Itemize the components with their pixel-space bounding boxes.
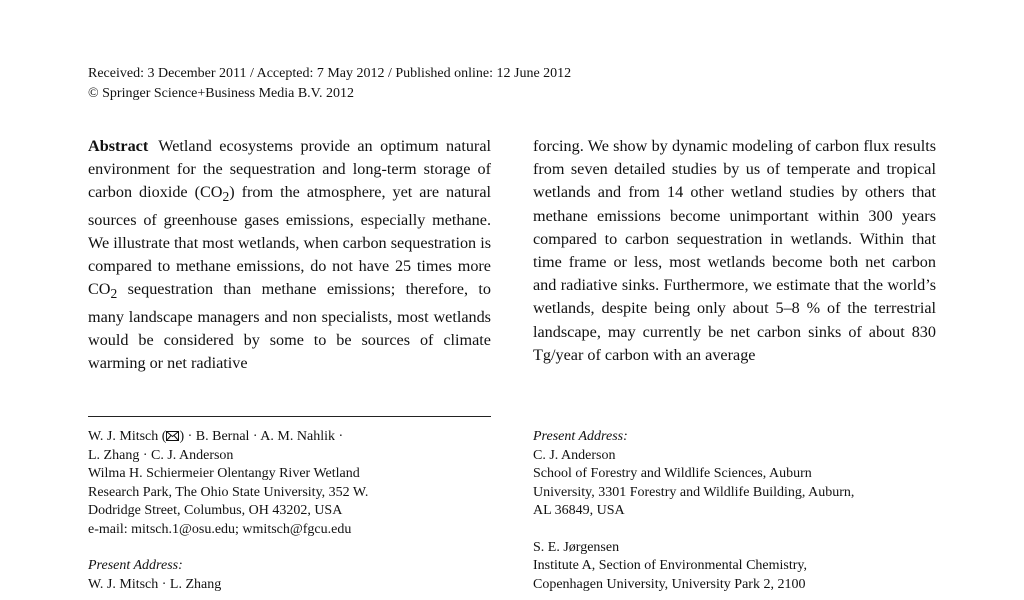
abstract-column-left <box>88 135 491 376</box>
present-addresses <box>533 428 953 594</box>
present-address-name: C. J. Anderson <box>533 447 616 463</box>
abstract-column-right <box>533 135 936 367</box>
institution-line: Dodridge Street, Columbus, OH 43202, USA <box>88 503 343 518</box>
article-metadata <box>88 64 571 104</box>
author-list-line1 <box>88 428 508 447</box>
envelope-icon[interactable] <box>166 431 179 441</box>
article-dates: Received: 3 December 2011 / Accepted: 7 May 2012 / Published online: 12 June 2012 <box>88 66 572 81</box>
author-names-text: ) · B. Bernal · A. M. Nahlik · <box>179 429 344 444</box>
co2-subscript: 2 <box>222 189 230 205</box>
institution-line: Institute A, Section of Environmental Chemistry, <box>533 558 807 573</box>
copyright-notice: © Springer Science+Business Media B.V. 2012 <box>88 86 354 101</box>
author-email[interactable]: e-mail: mitsch.1@osu.edu; wmitsch@fgcu.edu <box>88 521 352 537</box>
present-address-name: S. E. Jørgensen <box>533 539 620 555</box>
author-affiliations <box>88 428 508 594</box>
author-name-text: W. J. Mitsch ( <box>88 429 167 444</box>
abstract-text-part3: sequestration than methane emissions; therefore, to many landscape managers and non specialists, most wetlands would be considered by some to be sources of climate warming or net radiative <box>88 280 491 373</box>
author-list-line2: L. Zhang · C. J. Anderson <box>88 447 234 463</box>
institution-line: Research Park, The Ohio State University, 352 W. <box>88 484 369 500</box>
institution-line: Copenhagen University, University Park 2, 2100 <box>533 576 806 592</box>
institution-line: Wilma H. Schiermeier Olentangy River Wetland <box>88 466 360 481</box>
institution-line: School of Forestry and Wildlife Sciences, Auburn <box>533 466 812 481</box>
abstract-label: Abstract <box>88 137 149 155</box>
abstract-text-part2: ) from the atmosphere, yet are natural sources of greenhouse gases emissions, especially methane. We illustrate that most wetlands, when carbon sequestration is compared to methane emissions, do not have 25 times more CO <box>88 183 491 299</box>
institution-line: AL 36849, USA <box>533 503 625 518</box>
present-address-label: Present Address: <box>88 558 183 573</box>
footnote-divider <box>88 416 491 417</box>
institution-line: University, 3301 Forestry and Wildlife Building, Auburn, <box>533 484 855 500</box>
abstract-text-continued: forcing. We show by dynamic modeling of carbon flux results from seven detailed studies by us of temperate and tropical wetlands and from 14 other wetland studies by others that methane emissions become unimportant within 300 years compared to carbon sequestration in wetlands. Within that time frame or less, most wetlands become both net carbon and radiative sinks. Furthermore, we estimate that the world’s wetlands, despite being only about 5–8 % of the terrestrial landscape, may currently be net carbon sinks of about 830 Tg/year of carbon with an average <box>533 137 936 364</box>
co2-subscript: 2 <box>110 286 118 302</box>
present-address-label: Present Address: <box>533 429 628 444</box>
abstract-text-part1: Wetland ecosystems provide an optimum natural environment for the sequestration and long-term storage of carbon dioxide (CO <box>88 137 491 202</box>
present-address-names: W. J. Mitsch · L. Zhang <box>88 576 222 592</box>
